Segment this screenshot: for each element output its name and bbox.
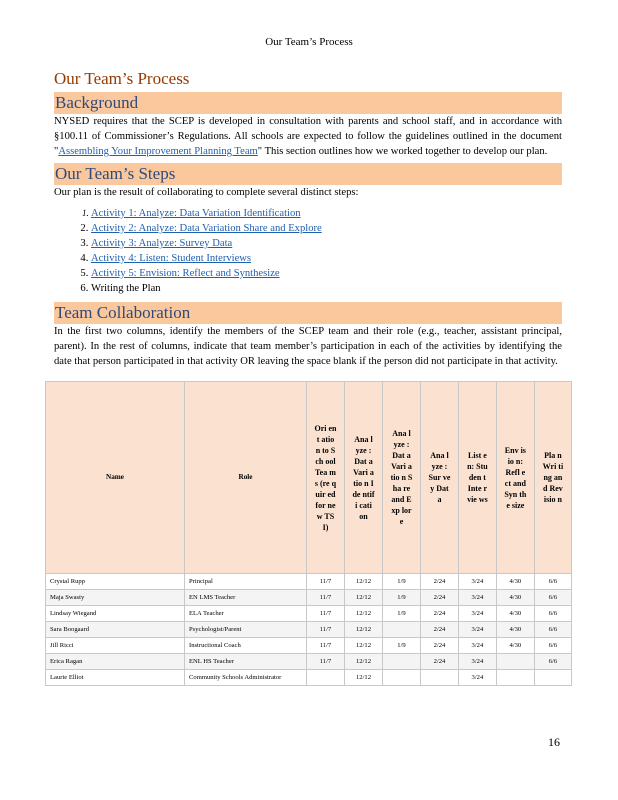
running-header: Our Team’s Process	[265, 36, 353, 48]
column-header-label: Name	[106, 473, 124, 481]
participation-date	[420, 670, 458, 686]
step-link[interactable]: Activity 5: Envision: Reflect and Synthesize	[91, 268, 280, 279]
member-role: Psychologist/Parent	[185, 622, 307, 638]
steps-heading: Our Team’s Steps	[54, 163, 562, 185]
participation-date: 4/30	[496, 638, 534, 654]
member-name: Jill Ricci	[46, 638, 185, 654]
participation-date: 11/7	[307, 622, 345, 638]
step-item	[91, 266, 562, 281]
participation-date: 6/6	[534, 654, 571, 670]
participation-date: 2/24	[420, 606, 458, 622]
page-content	[50, 68, 564, 686]
participation-date	[307, 670, 345, 686]
participation-date: 1/9	[383, 590, 421, 606]
step-item	[91, 206, 562, 221]
member-name: Crystal Rupp	[46, 574, 185, 590]
member-name: Lindsay Wiegand	[46, 606, 185, 622]
table-row	[46, 574, 572, 590]
participation-date: 11/7	[307, 574, 345, 590]
participation-date: 3/24	[458, 590, 496, 606]
member-name: Erica Ragan	[46, 654, 185, 670]
steps-list	[54, 206, 562, 296]
column-header	[307, 382, 345, 574]
table-row	[46, 622, 572, 638]
step-link[interactable]: Activity 4: Listen: Student Interviews	[91, 253, 252, 264]
participation-date: 3/24	[458, 670, 496, 686]
step-item	[91, 251, 562, 266]
page-title: Our Team’s Process	[54, 69, 190, 88]
participation-date: 2/24	[420, 574, 458, 590]
column-header-label: Ana lyze : Dat a Vari atio n Sha re and Exp lore	[390, 429, 413, 526]
participation-date	[383, 670, 421, 686]
member-role: EN LMS Teacher	[185, 590, 307, 606]
member-name: Laurie Elliot	[46, 670, 185, 686]
member-role: Instructional Coach	[185, 638, 307, 654]
column-header-label: Env isio n: Refl ect and Syn the size	[504, 445, 527, 510]
column-header	[46, 382, 185, 574]
participation-date: 12/12	[344, 574, 382, 590]
column-header	[458, 382, 496, 574]
assembling-team-link[interactable]: Assembling Your Improvement Planning Team	[58, 146, 258, 157]
participation-date: 2/24	[420, 590, 458, 606]
participation-date: 12/12	[344, 590, 382, 606]
collaboration-heading: Team Collaboration	[54, 302, 562, 324]
column-header-label: List en: Stu den t Inte rvie ws	[467, 451, 488, 504]
collaboration-paragraph: In the first two columns, identify the members of the SCEP team and their role (e.g., teacher, assistant principal, parent). In the rest of columns, indicate that team member’s participation in each of the activities by identifying the date that person participated in that activity OR leaving the space blank if the person did not participate in that activity.	[54, 326, 562, 367]
participation-date: 3/24	[458, 574, 496, 590]
page-number: 16	[548, 735, 560, 749]
table-header-row	[46, 382, 572, 574]
participation-date: 12/12	[344, 622, 382, 638]
participation-date	[534, 670, 571, 686]
column-header	[496, 382, 534, 574]
steps-intro: Our plan is the result of collaborating to complete several distinct steps:	[54, 187, 359, 198]
participation-date	[496, 670, 534, 686]
participation-date: 3/24	[458, 622, 496, 638]
participation-date: 4/30	[496, 574, 534, 590]
participation-date: 2/24	[420, 638, 458, 654]
participation-date: 2/24	[420, 654, 458, 670]
participation-date: 12/12	[344, 654, 382, 670]
column-header-label: Ana lyze : Sur vey Dat a	[428, 451, 451, 504]
participation-date: 1/9	[383, 574, 421, 590]
table-row	[46, 590, 572, 606]
step-link[interactable]: Activity 1: Analyze: Data Variation Identification	[91, 208, 301, 219]
participation-date: 12/12	[344, 638, 382, 654]
column-header-label: Role	[238, 473, 253, 481]
participation-date: 11/7	[307, 638, 345, 654]
member-role: Principal	[185, 574, 307, 590]
participation-date: 6/6	[534, 574, 571, 590]
step-item	[91, 236, 562, 251]
member-name: Maja Swasty	[46, 590, 185, 606]
participation-date: 6/6	[534, 606, 571, 622]
step-item	[91, 281, 562, 296]
table-row	[46, 670, 572, 686]
column-header	[383, 382, 421, 574]
participation-date: 6/6	[534, 638, 571, 654]
participation-date: 6/6	[534, 622, 571, 638]
participation-date	[383, 622, 421, 638]
column-header-label: Ana lyze : Dat a Vari atio n Ide ntifi cati on	[352, 434, 375, 521]
participation-date: 4/30	[496, 590, 534, 606]
participation-date: 4/30	[496, 606, 534, 622]
column-header	[344, 382, 382, 574]
column-header	[185, 382, 307, 574]
column-header-label: Ori ent atio n to Sch ool Tea ms (re quir ed for ne w TSI)	[314, 423, 337, 532]
participation-date: 11/7	[307, 654, 345, 670]
participation-date: 3/24	[458, 654, 496, 670]
step-label: Writing the Plan	[91, 283, 161, 294]
background-text-end: " This section outlines how we worked together to develop our plan.	[257, 146, 548, 157]
member-name: Sara Boogaard	[46, 622, 185, 638]
table-row	[46, 606, 572, 622]
participation-date: 12/12	[344, 670, 382, 686]
participation-date: 1/9	[383, 638, 421, 654]
column-header-label: Pla n Wri ting and Rev isio n	[542, 451, 564, 504]
team-collaboration-table	[45, 381, 572, 686]
step-link[interactable]: Activity 2: Analyze: Data Variation Share and Explore	[91, 223, 322, 234]
participation-date: 12/12	[344, 606, 382, 622]
participation-date: 6/6	[534, 590, 571, 606]
participation-date: 11/7	[307, 606, 345, 622]
member-role: Community Schools Administrator	[185, 670, 307, 686]
participation-date: 4/30	[496, 622, 534, 638]
step-item	[91, 221, 562, 236]
participation-date: 3/24	[458, 638, 496, 654]
member-role: ENL HS Teacher	[185, 654, 307, 670]
participation-date	[496, 654, 534, 670]
column-header	[420, 382, 458, 574]
participation-date: 2/24	[420, 622, 458, 638]
table-row	[46, 654, 572, 670]
background-paragraph	[54, 114, 562, 159]
participation-date: 3/24	[458, 606, 496, 622]
table-row	[46, 638, 572, 654]
column-header	[534, 382, 571, 574]
participation-date	[383, 654, 421, 670]
participation-date: 1/9	[383, 606, 421, 622]
background-text: NYSED requires that the SCEP is developed in consultation with parents and school staff, and in accordance with §100.11 of Commissioner’s Regulations. All schools are expected to follow the guidelines outlined in the document "	[54, 116, 562, 157]
member-role: ELA Teacher	[185, 606, 307, 622]
background-heading: Background	[54, 92, 562, 114]
participation-date: 11/7	[307, 590, 345, 606]
step-link[interactable]: Activity 3: Analyze: Survey Data	[91, 238, 233, 249]
